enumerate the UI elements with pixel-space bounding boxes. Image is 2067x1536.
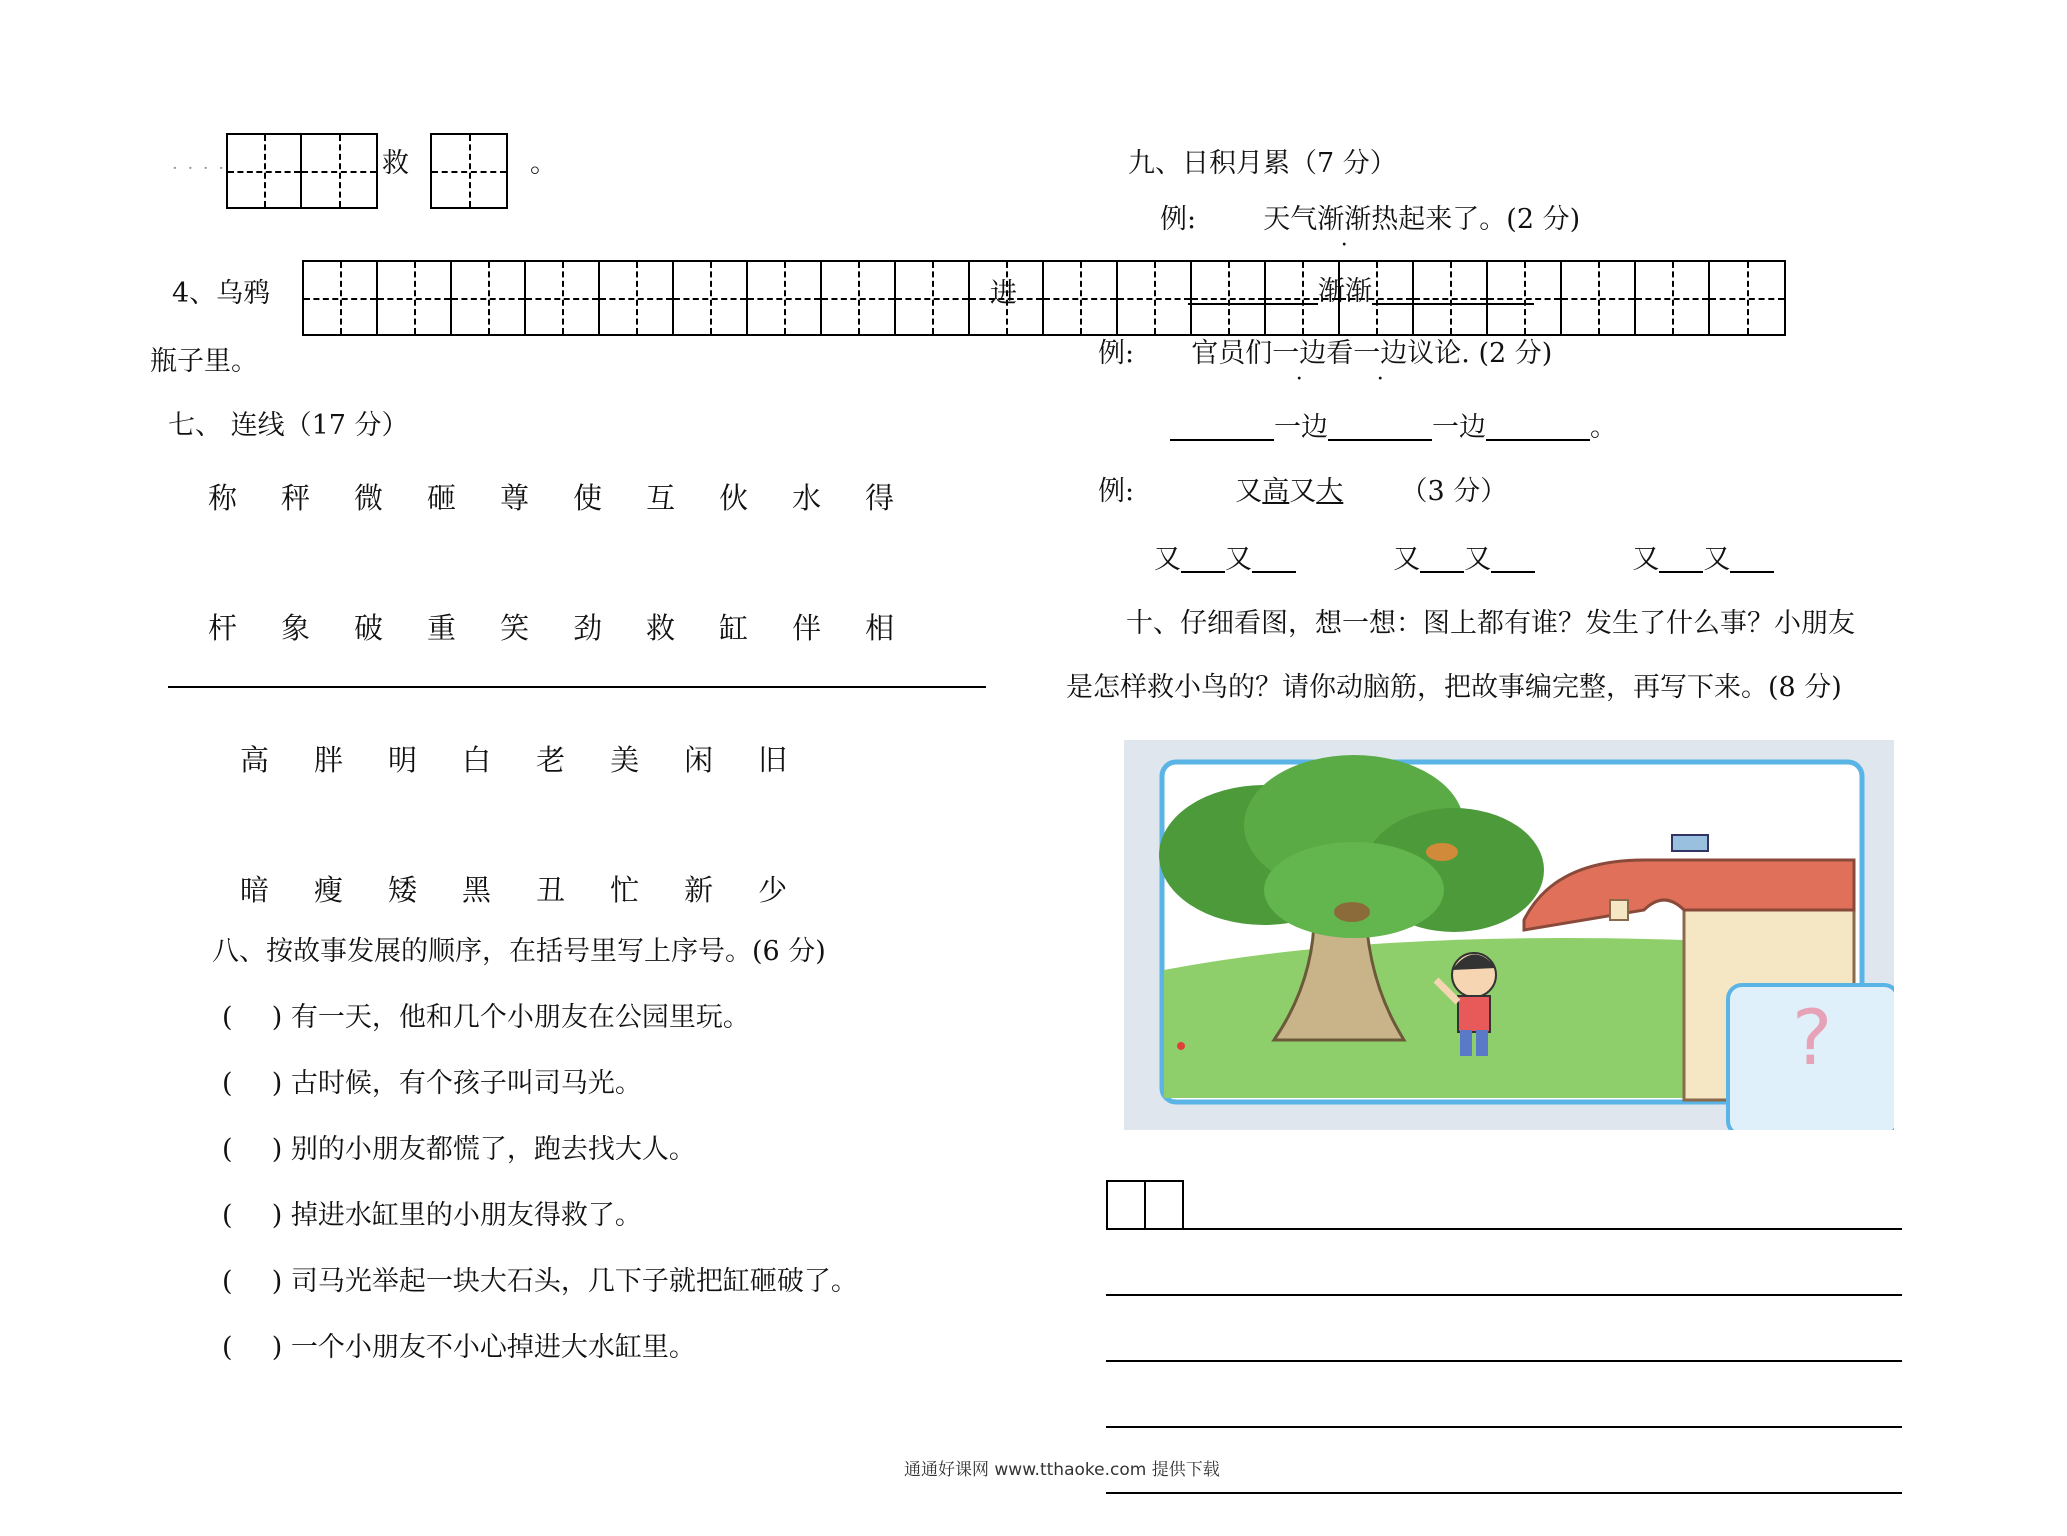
match-char[interactable]: 称	[208, 481, 238, 515]
fill-word: 又	[1393, 544, 1421, 575]
order-paren-close: )	[271, 1134, 283, 1165]
scene-drawing	[1124, 740, 1894, 1130]
order-paren-open: (	[222, 1068, 233, 1099]
order-paren-close: )	[271, 1068, 283, 1099]
match-char[interactable]: 老	[536, 743, 566, 777]
story-illustration	[1124, 740, 1894, 1130]
writing-line[interactable]	[1106, 1492, 1902, 1494]
match-char[interactable]: 明	[388, 743, 418, 777]
answer-blank[interactable]	[1328, 415, 1432, 441]
fill-line-1	[1188, 278, 1534, 305]
fill-word: 又	[1464, 544, 1492, 575]
writing-grid-b[interactable]	[430, 133, 508, 209]
match-char[interactable]: 高	[240, 743, 270, 777]
answer-blank[interactable]	[1181, 547, 1225, 573]
order-item-4	[222, 1202, 642, 1229]
order-paren-close: )	[271, 1200, 283, 1231]
match-char[interactable]: 微	[354, 481, 384, 515]
order-item-6	[222, 1334, 696, 1361]
match-char[interactable]: 重	[427, 611, 457, 645]
example-text: 官员们	[1191, 338, 1273, 369]
order-paren-open: (	[222, 1332, 233, 1363]
match-char[interactable]: 救	[646, 611, 676, 645]
writing-grid-a[interactable]	[226, 133, 378, 209]
order-paren-close: )	[271, 1332, 283, 1363]
page-footer: 通通好课网 www.tthaoke.com 提供下载	[904, 1460, 1220, 1480]
match-char[interactable]: 丑	[536, 873, 566, 907]
example-key-word: 一边	[1353, 338, 1408, 369]
example-label: 例:	[1160, 204, 1197, 235]
fill-word: 又	[1632, 544, 1660, 575]
example-text: 又	[1289, 476, 1317, 507]
q3-end-punct: 。	[530, 148, 557, 179]
answer-blank[interactable]	[1170, 415, 1274, 441]
match-char[interactable]: 瘦	[314, 873, 344, 907]
match-char[interactable]: 伙	[719, 481, 749, 515]
match-char[interactable]: 胖	[314, 743, 344, 777]
writing-line[interactable]	[1106, 1294, 1902, 1296]
fill-word: 一边	[1274, 412, 1328, 443]
match-row-2	[208, 606, 894, 647]
match-char[interactable]: 使	[573, 481, 603, 515]
writing-line[interactable]	[1184, 1228, 1902, 1230]
order-item-text: 司马光举起一块大石头，几下子就把缸砸破了。	[290, 1266, 858, 1297]
match-char[interactable]: 缸	[719, 611, 749, 645]
answer-blank[interactable]	[1659, 547, 1703, 573]
match-row-3	[240, 738, 787, 779]
q3-mid-char: 救	[382, 148, 409, 179]
section-8-title: 八、按故事发展的顺序，在括号里写上序号。(6 分)	[212, 936, 826, 967]
order-item-5	[222, 1268, 858, 1295]
match-char[interactable]: 互	[646, 481, 676, 515]
match-row-4	[240, 868, 787, 909]
example-text: 看	[1326, 338, 1354, 369]
example-key-word: 渐渐	[1317, 204, 1372, 235]
example-label: 例:	[1098, 476, 1135, 507]
section-10-title-cont: 是怎样救小鸟的？请你动脑筋，把故事编完整，再写下来。(8 分)	[1066, 672, 1842, 703]
example-3	[1098, 478, 1507, 505]
q4-suffix: 进	[990, 278, 1017, 309]
example-key-word: 一边	[1272, 338, 1327, 369]
answer-blank[interactable]	[1252, 547, 1296, 573]
match-char[interactable]: 白	[462, 743, 492, 777]
order-item-text: 古时候，有个孩子叫司马光。	[290, 1068, 642, 1099]
fill-line-3	[1154, 546, 1774, 573]
match-char[interactable]: 得	[865, 481, 895, 515]
match-char[interactable]: 劲	[573, 611, 603, 645]
indent-boxes[interactable]	[1106, 1180, 1184, 1230]
fill-word: 又	[1703, 544, 1731, 575]
answer-blank[interactable]	[1486, 415, 1590, 441]
example-text: 天气	[1263, 204, 1318, 235]
order-item-text: 一个小朋友不小心掉进大水缸里。	[290, 1332, 696, 1363]
match-char[interactable]: 少	[758, 873, 788, 907]
q4-prefix: 4、乌鸦	[172, 278, 271, 309]
fill-word: 一边	[1432, 412, 1486, 443]
order-paren-open: (	[222, 1002, 233, 1033]
example-label: 例:	[1098, 338, 1135, 369]
order-paren-open: (	[222, 1134, 233, 1165]
match-char[interactable]: 笑	[500, 611, 530, 645]
order-item-text: 掉进水缸里的小朋友得救了。	[290, 1200, 642, 1231]
match-char[interactable]: 旧	[758, 743, 788, 777]
match-char[interactable]: 破	[354, 611, 384, 645]
match-char[interactable]: 暗	[240, 873, 270, 907]
fill-line-2	[1170, 414, 1617, 441]
match-char[interactable]: 砸	[427, 481, 457, 515]
match-char[interactable]: 忙	[610, 873, 640, 907]
match-char[interactable]: 秤	[281, 481, 311, 515]
leader-dots: · · · ·	[172, 158, 227, 179]
match-char[interactable]: 尊	[500, 481, 530, 515]
example-key-word: 大	[1316, 476, 1344, 507]
order-item-3	[222, 1136, 696, 1163]
example-2	[1098, 340, 1552, 367]
writing-line[interactable]	[1106, 1360, 1902, 1362]
section-9-title: 九、日积月累（7 分）	[1128, 148, 1397, 179]
question-mark-icon: ?	[1792, 993, 1833, 1082]
order-item-2	[222, 1070, 642, 1097]
order-paren-close: )	[271, 1002, 283, 1033]
match-char[interactable]: 伴	[792, 611, 822, 645]
match-char[interactable]: 水	[792, 481, 822, 515]
example-text: 热起来了。(2 分)	[1371, 204, 1581, 235]
fill-word: 又	[1225, 544, 1252, 575]
example-score: （3 分）	[1400, 476, 1508, 507]
fill-word: 渐渐	[1318, 276, 1372, 307]
q4-continuation: 瓶子里。	[150, 346, 258, 377]
order-item-text: 有一天，他和几个小朋友在公园里玩。	[290, 1002, 750, 1033]
order-paren-open: (	[222, 1200, 233, 1231]
match-char[interactable]: 矮	[388, 873, 418, 907]
order-paren-close: )	[271, 1266, 283, 1297]
order-item-1	[222, 1004, 750, 1031]
match-char[interactable]: 新	[684, 873, 714, 907]
match-char[interactable]: 闲	[684, 743, 714, 777]
example-key-word: 高	[1262, 476, 1290, 507]
match-char[interactable]: 黑	[462, 873, 492, 907]
answer-blank[interactable]	[1372, 279, 1534, 305]
match-char[interactable]: 象	[281, 611, 311, 645]
match-char[interactable]: 美	[610, 743, 640, 777]
fill-end: 。	[1590, 412, 1617, 443]
section-10-title: 十、仔细看图，想一想：图上都有谁？发生了什么事？小朋友	[1126, 608, 1855, 639]
match-char[interactable]: 杆	[208, 611, 238, 645]
match-char[interactable]: 相	[865, 611, 895, 645]
divider-line	[168, 686, 986, 688]
example-1	[1160, 206, 1580, 233]
order-item-text: 别的小朋友都慌了，跑去找大人。	[290, 1134, 696, 1165]
answer-blank[interactable]	[1188, 279, 1318, 305]
example-text: 议论. (2 分)	[1407, 338, 1553, 369]
section-7-title: 七、 连线（17 分）	[168, 410, 409, 441]
match-row-1	[208, 476, 894, 517]
answer-blank[interactable]	[1730, 547, 1774, 573]
example-text: 又	[1235, 476, 1263, 507]
answer-blank[interactable]	[1491, 547, 1535, 573]
answer-blank[interactable]	[1420, 547, 1464, 573]
order-paren-open: (	[222, 1266, 233, 1297]
writing-grid-q4[interactable]	[302, 260, 1786, 336]
fill-word: 又	[1154, 544, 1181, 575]
writing-line[interactable]	[1106, 1426, 1902, 1428]
